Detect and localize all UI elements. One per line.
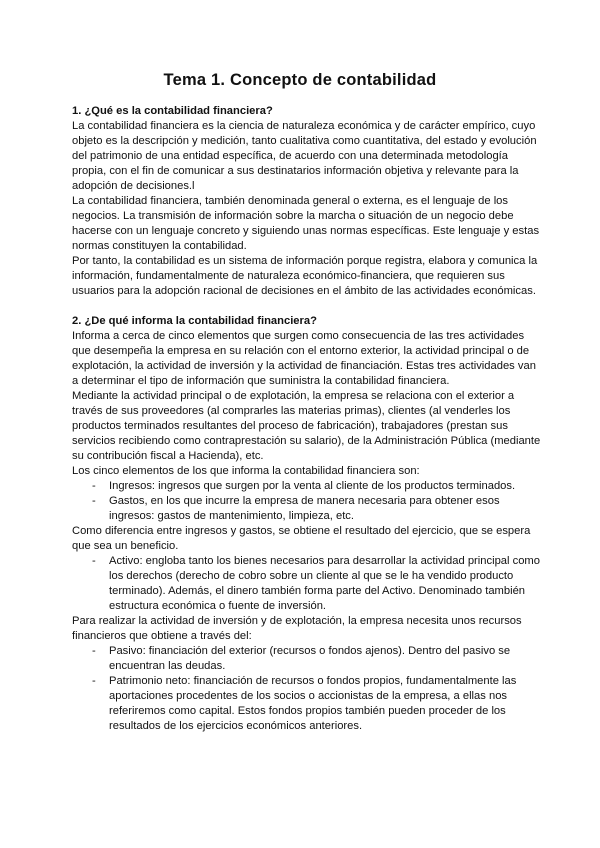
dash-bullet-icon: - [92, 675, 96, 687]
dash-bullet-icon: - [92, 555, 96, 567]
section-2-paragraph: Como diferencia entre ingresos y gastos, se obtiene el resultado del ejercicio, que se espera que sea un beneficio. [72, 525, 531, 552]
list-item-text: Pasivo: financiación del exterior (recursos o fondos ajenos). Dentro del pasivo se encuentran las deudas. [109, 645, 511, 672]
list-item [72, 644, 542, 674]
document-body [72, 104, 542, 734]
list-item [72, 479, 542, 494]
activo-list [72, 554, 542, 614]
dash-bullet-icon: - [92, 645, 96, 657]
section-2-paragraph: Los cinco elementos de los que informa la contabilidad financiera son: [72, 465, 420, 477]
section-2-paragraph: Mediante la actividad principal o de explotación, la empresa se relaciona con el exterior a través de sus proveedores (al comprarles las materias primas), clientes (al venderles los productos terminados resultantes del proceso de fabricación), trabajadores (prestan sus servicios recibiendo como contraprestación su salario), de la Administración Pública (mediante su contribución fiscal a Hacienda), etc. [72, 390, 541, 462]
section-1-paragraph: Por tanto, la contabilidad es un sistema de información porque registra, elabora y comunica la información, fundamentalmente de naturaleza económico-financiera, que requieren sus usuarios para la adopción racional de decisiones en el ámbito de las actividades económicas. [72, 255, 538, 297]
list-item [72, 554, 542, 614]
list-item-text: Patrimonio neto: financiación de recursos o fondos propios, fundamentalmente las aportaciones procedentes de los socios o accionistas de la empresa, a ellas nos referiremos como capital. Estos fondos propios también pueden proceder de los resultados de los ejercicios económicos anteriores. [109, 675, 517, 732]
elements-list [72, 479, 542, 524]
document-title: Tema 1. Concepto de contabilidad [163, 71, 437, 89]
section-2-paragraph: Para realizar la actividad de inversión y de explotación, la empresa necesita unos recursos financieros que obtiene a través del: [72, 615, 522, 642]
dash-bullet-icon: - [92, 480, 96, 492]
list-item-text: Activo: engloba tanto los bienes necesarios para desarrollar la actividad principal como los derechos (derecho de cobro sobre un cliente al que se le ha vendido producto terminado). Además, el dinero también forma parte del Activo. Denominado también estructura económica o fuente de inversión. [109, 555, 540, 612]
section-1-paragraph: La contabilidad financiera, también denominada general o externa, es el lenguaje de los negocios. La transmisión de información sobre la marcha o situación de un negocio debe hacerse con un lenguaje concreto y siguiendo unas normas específicas. Este lenguaje y estas normas constituyen la contabilidad. [72, 195, 540, 252]
list-item [72, 494, 542, 524]
section-1-paragraph: La contabilidad financiera es la ciencia de naturaleza económica y de carácter empírico, cuyo objeto es la descripción y medición, tanto cualitativa como cuantitativa, del estado y evolución del patrimonio de una entidad específica, de acuerdo con una determinada metodología propia, con el fin de comunicar a sus destinatarios información objetiva y relevante para la adopción de decisiones.l [72, 120, 537, 192]
spacer [72, 299, 542, 314]
section-2-heading: 2. ¿De qué informa la contabilidad financiera? [72, 315, 317, 327]
financing-list [72, 644, 542, 734]
list-item-text: Gastos, en los que incurre la empresa de manera necesaria para obtener esos ingresos: gastos de mantenimiento, limpieza, etc. [109, 495, 500, 522]
list-item-text: Ingresos: ingresos que surgen por la venta al cliente de los productos terminados. [109, 480, 516, 492]
dash-bullet-icon: - [92, 495, 96, 507]
list-item [72, 674, 542, 734]
section-1-heading: 1. ¿Qué es la contabilidad financiera? [72, 105, 273, 117]
section-2-paragraph: Informa a cerca de cinco elementos que surgen como consecuencia de las tres actividades que desempeña la empresa en su relación con el entorno exterior, la actividad principal o de explotación, la actividad de inversión y la actividad de financiación. Estas tres actividades van a determinar el tipo de información que suministra la contabilidad financiera. [72, 330, 536, 387]
